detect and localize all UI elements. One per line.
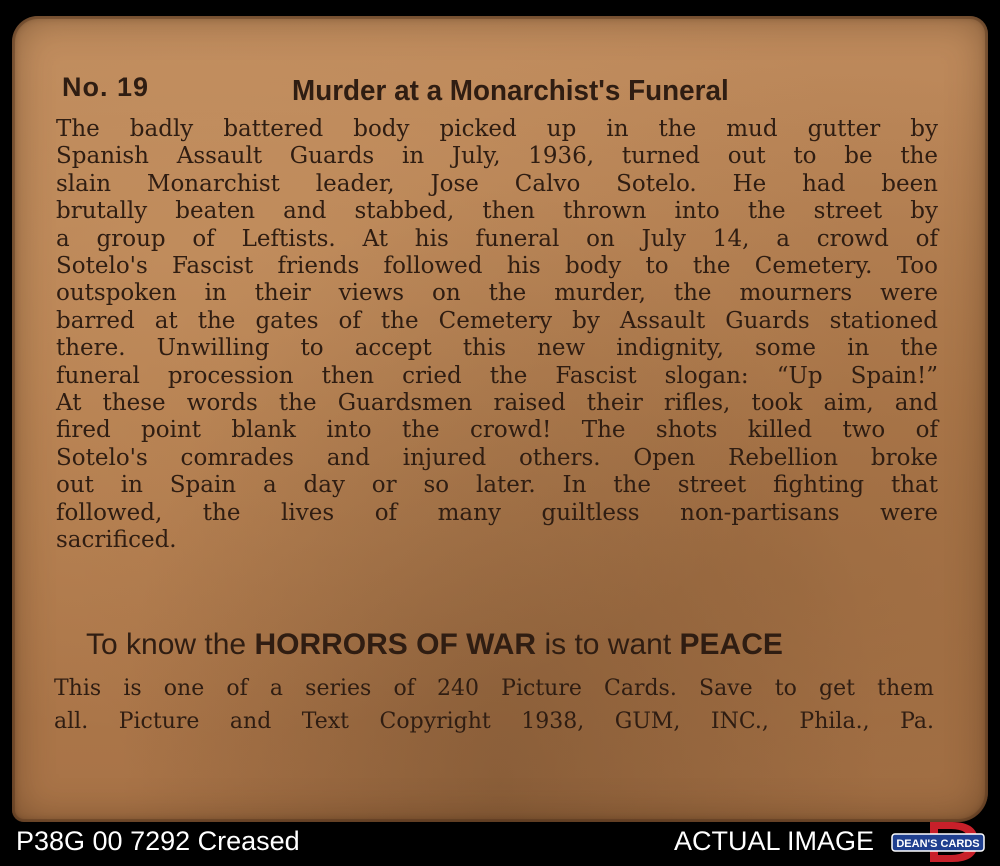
- body-line: fired point blank into the crowd! The shots killed two of: [56, 417, 938, 444]
- body-line: slain Monarchist leader, Jose Calvo Sotelo. He had been: [56, 170, 938, 197]
- logo-text: DEAN'S CARDS: [896, 838, 980, 850]
- body-line: outspoken in their views on the murder, the mourners were: [56, 280, 938, 307]
- listing-caption: P38G 00 7292 Creased: [16, 826, 300, 856]
- card-body-text: [56, 116, 938, 555]
- footer-line: all. Picture and Text Copyright 1938, GUM, INC., Phila., Pa.: [54, 709, 934, 734]
- slogan-part: To know the: [86, 628, 255, 661]
- card-footer: [54, 672, 934, 738]
- body-line: followed, the lives of many guiltless non-partisans were: [56, 499, 938, 526]
- body-line: out in Spain a day or so later. In the street fighting that: [56, 472, 938, 499]
- body-line: barred at the gates of the Cemetery by Assault Guards stationed: [56, 307, 938, 334]
- card-number: No. 19: [62, 72, 150, 102]
- footer-line: This is one of a series of 240 Picture Cards. Save to get them: [54, 676, 934, 701]
- body-line: a group of Leftists. At his funeral on July 14, a crowd of: [56, 225, 938, 252]
- body-line: The badly battered body picked up in the mud gutter by: [56, 116, 938, 142]
- body-line: sacrificed.: [56, 527, 177, 554]
- body-line: At these words the Guardsmen raised their rifles, took aim, and: [56, 390, 938, 417]
- body-line: funeral procession then cried the Fascist slogan: “Up Spain!”: [56, 362, 938, 389]
- body-line: there. Unwilling to accept this new indignity, some in the: [56, 335, 938, 362]
- body-line: Sotelo's comrades and injured others. Open Rebellion broke: [56, 444, 938, 471]
- slogan-emphasis: HORRORS OF WAR: [254, 628, 537, 661]
- body-line: Spanish Assault Guards in July, 1936, turned out to be the: [56, 143, 938, 170]
- card-title: Murder at a Monarchist's Funeral: [292, 75, 729, 107]
- body-line: brutally beaten and stabbed, then thrown into the street by: [56, 198, 938, 225]
- actual-image-label: ACTUAL IMAGE: [674, 826, 875, 856]
- deans-cards-logo: [890, 820, 986, 864]
- body-line: Sotelo's Fascist friends followed his body to the Cemetery. Too: [56, 253, 938, 280]
- card-slogan: [86, 628, 783, 662]
- slogan-part: is to want: [536, 628, 680, 661]
- slogan-emphasis: PEACE: [679, 628, 783, 661]
